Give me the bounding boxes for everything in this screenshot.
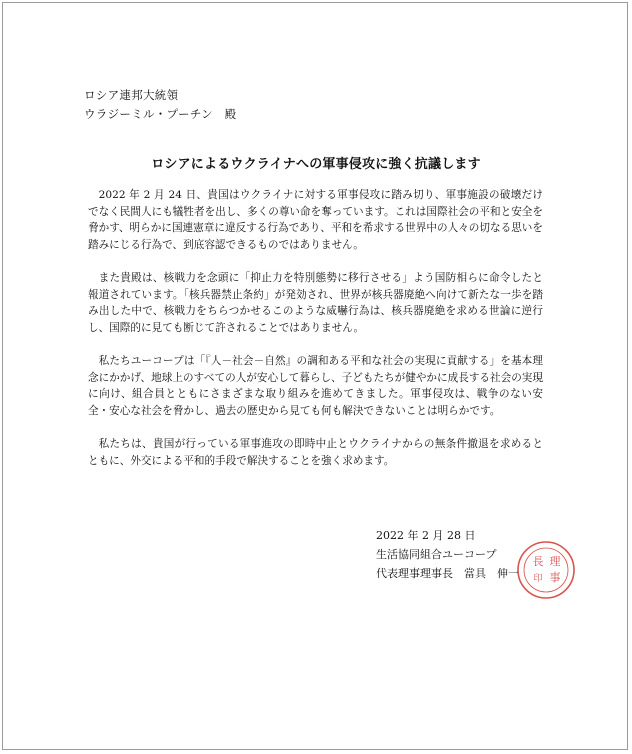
addressee-title: ロシア連邦大統領 xyxy=(84,88,179,102)
addressee-block xyxy=(84,86,236,124)
letter-body xyxy=(88,187,543,486)
svg-text:印: 印 xyxy=(533,574,543,584)
paragraph-2: また貴殿は、核戦力を念頭に「抑止力を特別態勢に移行させる」よう国防相らに命令したと報道されています。「核兵器禁止条約」が発効され、世界が核兵器廃絶へ向けて新たな一歩を踏み出した中で、核戦力をちらつかせるこのような威嚇行為は、核兵器廃絶を求める世論に逆行し、国際的に見ても断じて許されることではありません。 xyxy=(88,271,543,334)
paragraph-3: 私たちユーコープは「『人－社会－自然』の調和ある平和な社会の実現に貢献する」を基本理念にかかげ、地球上のすべての人が安心して暮らし、子どもたちが健やかに成長する社会の実現に向け、組合員とともにさまざまな取り組みを進めてきました。軍事侵攻は、戦争のない安全・安心な社会を脅かし、過去の歴史から見ても何も解決できないことは明らかです。 xyxy=(88,354,543,417)
signature-organization: 生活協同組合ユーコープ xyxy=(376,548,497,561)
svg-text:事: 事 xyxy=(549,571,561,584)
signature-name: 代表理事理事長 當具 伸一 xyxy=(376,567,519,580)
paragraph-4: 私たちは、貴国が行っている軍事進攻の即時中止とウクライナからの無条件撤退を求めるとともに、外交による平和的手段で解決することを強く求めます。 xyxy=(88,437,543,467)
document-title: ロシアによるウクライナへの軍事侵攻に強く抗議します xyxy=(151,157,481,172)
signature-date: 2022 年 2 月 28 日 xyxy=(376,529,476,542)
official-seal-icon xyxy=(516,540,576,600)
addressee-name: ウラジーミル・プーチン 殿 xyxy=(84,107,237,121)
paragraph-1: 2022 年 2 月 24 日、貴国はウクライナに対する軍事侵攻に踏み切り、軍事施設の破壊だけでなく民間人にも犠牲者を出し、多くの尊い命を奪っています。これは国際社会の平和と安全を脅かす、明らかに国連憲章に違反する行為であり、平和を希求する世界中の人々の切なる思いを踏みにじる行為で、到底容認できるものではありません。 xyxy=(88,189,543,251)
svg-text:理: 理 xyxy=(549,555,561,568)
signature-block xyxy=(376,526,519,583)
svg-text:長: 長 xyxy=(532,555,544,568)
